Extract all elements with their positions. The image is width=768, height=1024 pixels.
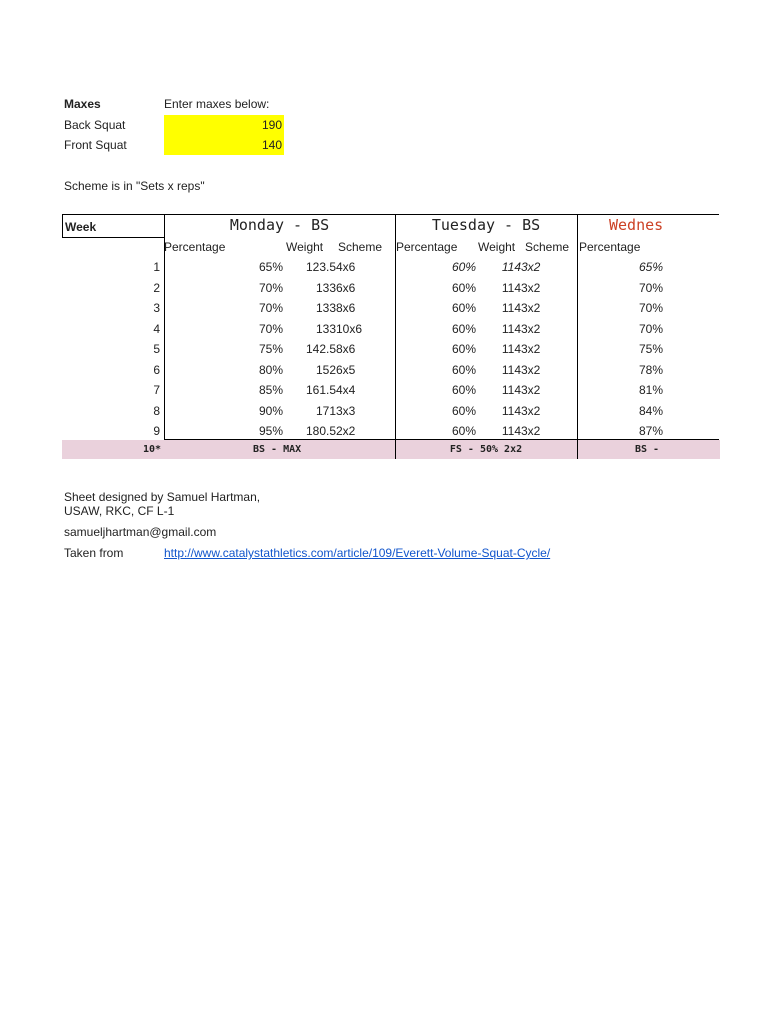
- wed-percentage-cell: 65%: [638, 260, 663, 274]
- wed-percentage-cell: 75%: [638, 342, 663, 356]
- footer-tuesday: FS - 50% 2x2: [449, 444, 523, 455]
- footer-divider-wednesday: [577, 440, 578, 459]
- week-cell: 4: [153, 321, 160, 336]
- mon-scheme-cell: 6x5: [336, 362, 356, 377]
- footer-week: 10*: [143, 444, 162, 455]
- tue-percentage-cell: 60%: [451, 260, 476, 274]
- tue-scheme-cell: 3x2: [521, 321, 541, 336]
- tue-scheme-cell: 3x2: [521, 301, 541, 315]
- mon-scheme-cell: 4x4: [336, 383, 356, 397]
- week-cell: 5: [153, 342, 160, 356]
- wed-percentage-cell: 70%: [638, 301, 663, 315]
- mon-weight-cell: 133: [315, 280, 336, 295]
- mon-scheme-cell: 10x6: [336, 321, 363, 336]
- mon-percentage-cell: 70%: [258, 321, 283, 336]
- tue-scheme-cell: 3x2: [521, 424, 541, 438]
- tue-percentage-subheader: Percentage: [396, 240, 458, 254]
- mon-scheme-cell: 2x2: [336, 424, 356, 438]
- week-cell: 6: [153, 362, 160, 377]
- source-link[interactable]: http://www.catalystathletics.com/article/109/Everett-Volume-Squat-Cycle/: [164, 546, 551, 560]
- mon-percentage-cell: 65%: [258, 260, 283, 274]
- mon-weight-cell: 142.5: [305, 342, 336, 356]
- mon-scheme-subheader: Scheme: [338, 240, 383, 254]
- week-cell: 9: [153, 424, 160, 438]
- wed-percentage-cell: 70%: [638, 280, 663, 295]
- back-squat-label: Back Squat: [64, 118, 126, 132]
- mon-weight-cell: 171: [315, 403, 336, 418]
- mon-weight-cell: 152: [315, 362, 336, 377]
- tue-scheme-subheader: Scheme: [525, 240, 570, 254]
- mon-weight-cell: 161.5: [305, 383, 336, 397]
- tue-scheme-cell: 3x2: [521, 342, 541, 356]
- mon-weight-cell: 123.5: [305, 260, 336, 274]
- wed-percentage-cell: 78%: [638, 362, 663, 377]
- mon-scheme-cell: 8x6: [336, 301, 356, 315]
- tue-percentage-cell: 60%: [451, 321, 476, 336]
- footer-wednesday: BS -: [635, 444, 660, 455]
- week-cell: 8: [153, 403, 160, 418]
- mon-percentage-subheader: Percentage: [164, 240, 226, 254]
- tue-percentage-cell: 60%: [451, 383, 476, 397]
- week-cell: 1: [153, 260, 160, 274]
- credits-line2: USAW, RKC, CF L-1: [64, 504, 175, 518]
- tue-weight-subheader: Weight: [478, 240, 516, 254]
- week-cell: 7: [153, 383, 160, 397]
- mon-percentage-cell: 90%: [258, 403, 283, 418]
- tue-percentage-cell: 60%: [451, 301, 476, 315]
- tue-weight-cell: 114: [501, 342, 521, 356]
- week-cell: 2: [153, 280, 160, 295]
- scheme-note: Scheme is in "Sets x reps": [64, 179, 205, 193]
- tuesday-header: Tuesday - BS: [431, 216, 541, 234]
- footer-monday: BS - MAX: [253, 444, 302, 455]
- tue-weight-cell: 114: [501, 321, 521, 336]
- mon-percentage-cell: 70%: [258, 301, 283, 315]
- tue-scheme-cell: 3x2: [521, 260, 541, 274]
- tue-percentage-cell: 60%: [451, 362, 476, 377]
- maxes-title: Maxes: [64, 97, 101, 111]
- mon-scheme-cell: 4x6: [336, 260, 356, 274]
- back-squat-input[interactable]: 190: [164, 115, 284, 135]
- mon-weight-cell: 133: [315, 301, 336, 315]
- credits-email: samueljhartman@gmail.com: [64, 525, 217, 539]
- week-column-bottom-tick: [164, 425, 165, 440]
- table-top-border: [62, 214, 719, 215]
- wed-percentage-cell: 81%: [638, 383, 663, 397]
- wed-percentage-cell: 70%: [638, 321, 663, 336]
- tue-weight-cell: 114: [501, 301, 521, 315]
- tue-weight-cell: 114: [501, 362, 521, 377]
- mon-weight-subheader: Weight: [286, 240, 324, 254]
- mon-percentage-cell: 70%: [258, 280, 283, 295]
- tue-percentage-cell: 60%: [451, 424, 476, 438]
- tue-weight-cell: 114: [501, 403, 521, 418]
- mon-percentage-cell: 75%: [258, 342, 283, 356]
- mon-weight-cell: 133: [315, 321, 336, 336]
- tue-percentage-cell: 60%: [451, 342, 476, 356]
- mon-percentage-cell: 80%: [258, 362, 283, 377]
- mon-percentage-cell: 85%: [258, 383, 283, 397]
- mon-percentage-cell: 95%: [258, 424, 283, 438]
- wed-percentage-cell: 87%: [638, 424, 663, 438]
- tue-weight-cell: 114: [501, 424, 521, 438]
- front-squat-label: Front Squat: [64, 138, 127, 152]
- tue-percentage-cell: 60%: [451, 403, 476, 418]
- tue-scheme-cell: 3x2: [521, 383, 541, 397]
- mon-scheme-cell: 6x6: [336, 280, 356, 295]
- week-header: Week: [65, 220, 97, 234]
- tue-weight-cell: 114: [501, 383, 521, 397]
- week-header-left-border: [62, 214, 63, 238]
- monday-header: Monday - BS: [229, 216, 330, 234]
- wed-percentage-subheader: Percentage: [579, 240, 641, 254]
- mon-scheme-cell: 8x6: [336, 342, 356, 356]
- credits-line1: Sheet designed by Samuel Hartman,: [64, 490, 261, 504]
- wednesday-header: Wednes: [609, 216, 664, 234]
- tue-scheme-cell: 3x2: [521, 403, 541, 418]
- tue-weight-cell: 114: [501, 260, 521, 274]
- mon-weight-cell: 180.5: [305, 424, 336, 438]
- week-header-bottom-border: [62, 237, 164, 238]
- col-divider-wednesday: [577, 214, 578, 459]
- tue-scheme-cell: 3x2: [521, 362, 541, 377]
- week-cell: 3: [153, 301, 160, 315]
- tue-scheme-cell: 3x2: [521, 280, 541, 295]
- tue-percentage-cell: 60%: [451, 280, 476, 295]
- tue-weight-cell: 114: [501, 280, 521, 295]
- maxes-instruction: Enter maxes below:: [164, 97, 270, 111]
- mon-scheme-cell: 3x3: [336, 403, 356, 418]
- wed-percentage-cell: 84%: [638, 403, 663, 418]
- taken-from-label: Taken from: [64, 546, 124, 560]
- front-squat-input[interactable]: 140: [164, 135, 284, 155]
